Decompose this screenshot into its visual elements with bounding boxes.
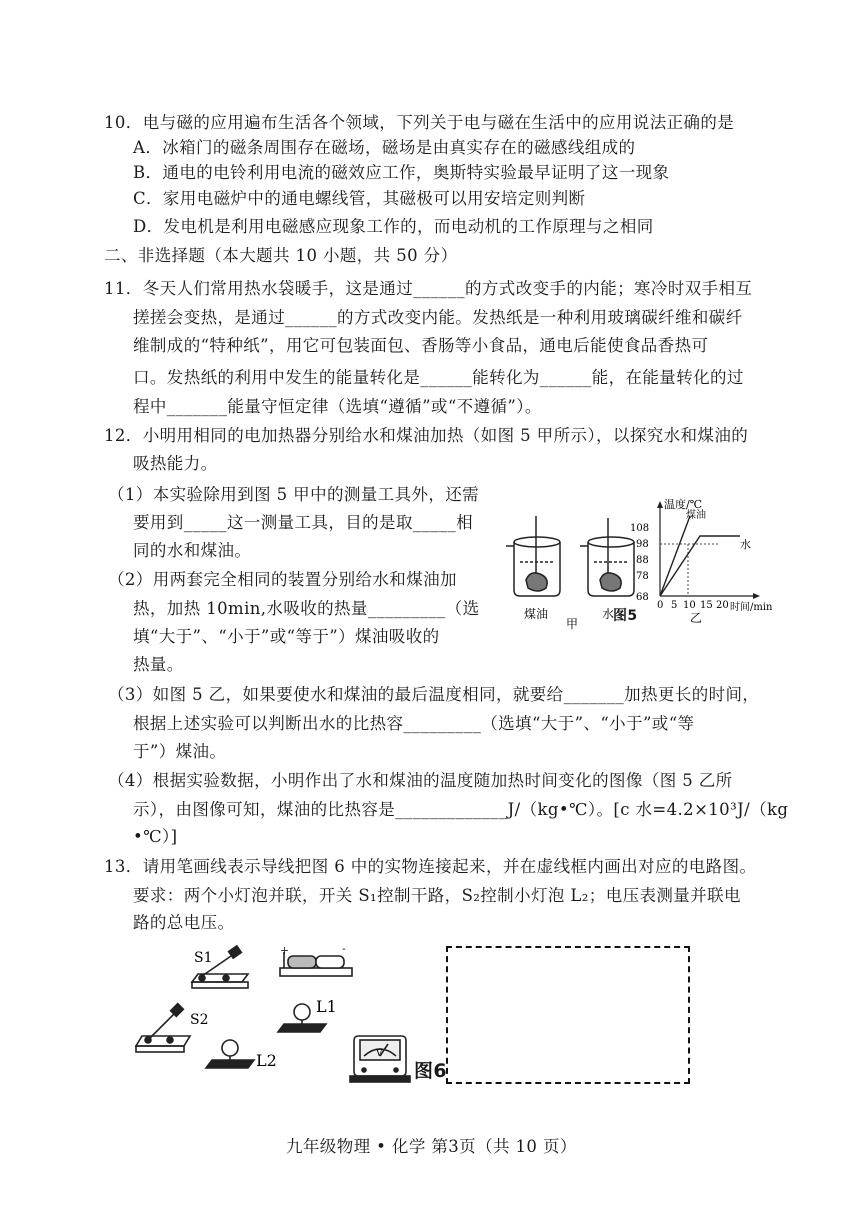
x-tick-0: 0 <box>657 600 664 611</box>
q12-p4-line-2: 示），由图像可知，煤油的比热容是_____________J/（kg•℃）。[c 水=4.2×10³J/（kg <box>133 800 789 819</box>
y-tick-108: 108 <box>630 523 650 534</box>
x-axis-label: 时间/min <box>730 602 773 613</box>
x-tick-15: 15 <box>700 600 713 611</box>
y-tick-98: 98 <box>636 539 649 550</box>
x-axis-arrow <box>753 593 760 599</box>
series-label-kerosene: 煤油 <box>686 510 706 521</box>
voltmeter-icon <box>350 1036 410 1082</box>
battery-icon <box>280 942 352 976</box>
y-tick-88: 88 <box>636 555 649 566</box>
q13-line-1: 13．请用笔画线表示导线把图 6 中的实物连接起来，并在虚线框内画出对应的电路图。 <box>104 857 757 876</box>
q10-option-a: A．冰箱门的磁条周围存在磁场，磁场是由真实存在的磁感线组成的 <box>133 138 636 157</box>
q10-stem: 10．电与磁的应用遍布生活各个领域，下列关于电与磁在生活中的应用说法正确的是 <box>104 113 735 132</box>
q12-p2-line-2: 热，加热 10min,水吸收的热量_________（选 <box>133 599 480 618</box>
switch-s2-icon <box>136 1004 190 1052</box>
x-tick-20: 20 <box>716 600 729 611</box>
figure-5-chart <box>628 494 778 624</box>
series-line-kerosene <box>660 516 690 596</box>
q12-p1-line-2: 要用到_____这一测量工具，目的是取_____相 <box>133 513 473 532</box>
section-heading: 二、非选择题（本大题共 10 小题，共 50 分） <box>104 246 458 265</box>
q10-option-c: C．家用电磁炉中的通电螺线管，其磁极可以用安培定则判断 <box>133 189 586 208</box>
label-jia: 甲 <box>566 617 579 630</box>
label-kerosene: 煤油 <box>524 607 549 621</box>
q12-p2-line-4: 热量。 <box>133 655 184 674</box>
x-tick-10: 10 <box>683 600 696 611</box>
figure-6-caption: 图6 <box>414 1060 448 1082</box>
svg-text:-: - <box>342 942 346 955</box>
label-l2: L2 <box>256 1051 277 1070</box>
q12-p1-line-1: （1）本实验除用到图 5 甲中的测量工具外，还需 <box>108 485 480 504</box>
q11-line-4: 口。发热纸的利用中发生的能量转化是______能转化为______能，在能量转化的过 <box>133 368 744 387</box>
y-axis-arrow <box>657 501 663 508</box>
q12-p2-line-3: 填“大于”、“小于”或“等于”）煤油吸收的 <box>133 627 440 646</box>
label-yi: 乙 <box>690 611 703 624</box>
series-label-water: 水 <box>740 538 751 551</box>
y-tick-78: 78 <box>636 571 649 582</box>
q11-line-5: 程中_______能量守恒定律（选填“遵循”或“不遵循”）。 <box>133 397 542 416</box>
q12-stem-1: 12．小明用相同的电加热器分别给水和煤油加热（如图 5 甲所示），以探究水和煤油的 <box>104 426 749 445</box>
label-s1: S1 <box>194 950 213 966</box>
q12-p4-line-3: •℃）] <box>133 827 178 846</box>
label-voltmeter: V <box>376 1049 383 1059</box>
q11-line-3: 维制成的“特种纸”，用它可包装面包、香肠等小食品，通电后能使食品香热可 <box>133 336 709 355</box>
q10-option-b: B．通电的电铃利用电流的磁效应工作，奥斯特实验最早证明了这一现象 <box>133 163 670 182</box>
q12-p3-line-1: （3）如图 5 乙，如果要使水和煤油的最后温度相同，就要给_______加热更长的时间， <box>108 685 760 704</box>
label-l1: L1 <box>316 997 337 1016</box>
figure-5-caption: 图5 <box>613 608 638 624</box>
y-axis-label: 温度/℃ <box>664 498 703 511</box>
q12-p3-line-2: 根据上述实验可以判断出水的比热容_________（选填“大于”、“小于”或“等 <box>133 714 695 733</box>
q12-p4-line-1: （4）根据实验数据，小明作出了水和煤油的温度随加热时间变化的图像（图 5 乙所 <box>108 771 733 790</box>
page-footer: 九年级物理 • 化学 第3页（共 10 页） <box>286 1137 577 1156</box>
water-beaker <box>580 518 634 596</box>
figure-6-components <box>130 940 450 1090</box>
q11-line-1: 11．冬天人们常用热水袋暖手，这是通过______的方式改变手的内能；寒冷时双手相互 <box>104 279 753 298</box>
q12-p3-line-3: 于”）煤油。 <box>133 742 227 761</box>
svg-text:+: + <box>280 944 290 957</box>
x-tick-5: 5 <box>671 600 678 611</box>
kerosene-beaker <box>506 516 560 596</box>
bulb-l2-icon <box>206 1040 254 1068</box>
q12-p1-line-3: 同的水和煤油。 <box>133 541 252 560</box>
y-tick-68: 68 <box>636 592 649 603</box>
q13-line-2: 要求：两个小灯泡并联，开关 S₁控制干路，S₂控制小灯泡 L₂；电压表测量并联电 <box>133 886 741 905</box>
label-s2: S2 <box>190 1012 209 1028</box>
q10-option-d: D．发电机是利用电磁感应现象工作的，而电动机的工作原理与之相同 <box>133 217 654 236</box>
q12-p2-line-1: （2）用两套完全相同的装置分别给水和煤油加 <box>108 570 457 589</box>
q11-line-2: 搓搓会变热，是通过______的方式改变内能。发热纸是一种利用玻璃碳纤维和碳纤 <box>133 308 743 327</box>
q12-stem-2: 吸热能力。 <box>133 454 218 473</box>
answer-box[interactable] <box>446 946 690 1084</box>
series-line-water <box>660 536 740 596</box>
q13-line-3: 路的总电压。 <box>133 913 235 932</box>
label-water: 水 <box>602 607 615 621</box>
